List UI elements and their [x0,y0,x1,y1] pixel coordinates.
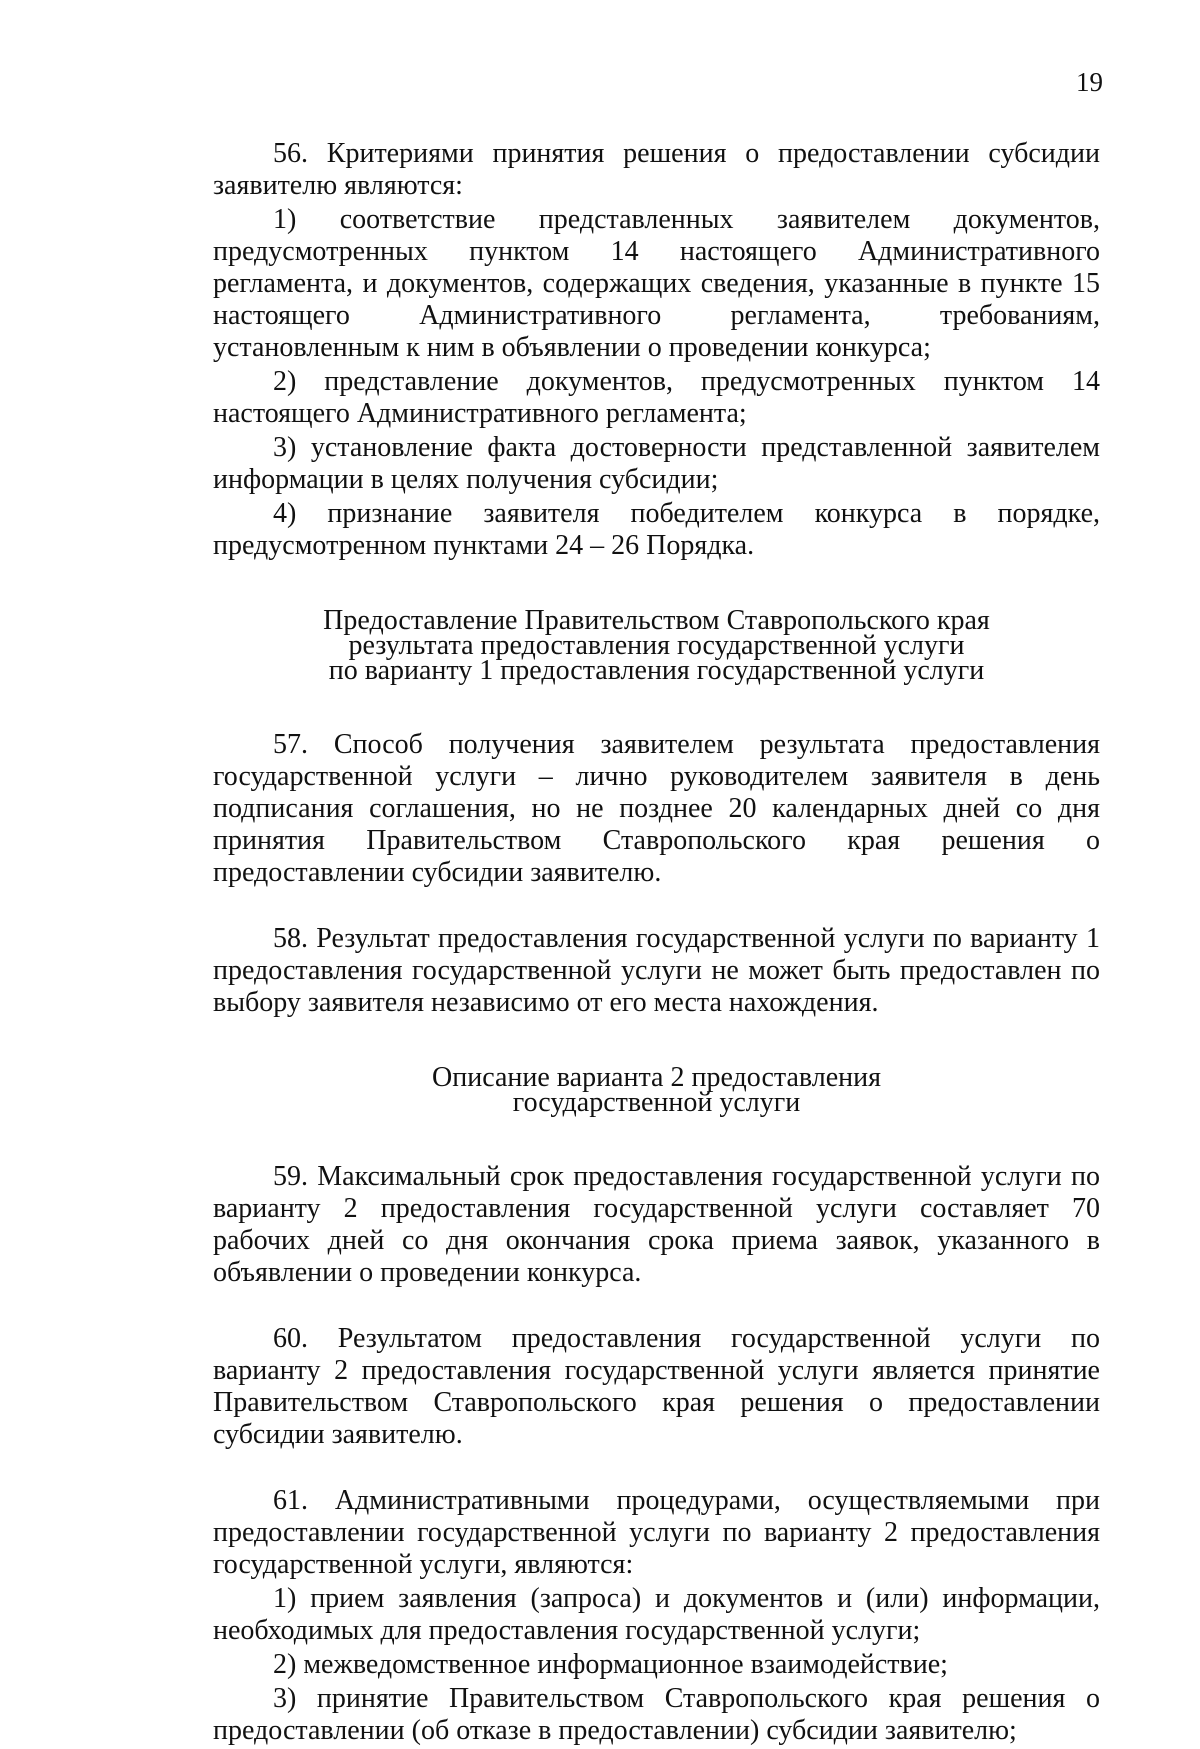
document-body [213,138,1100,1749]
heading-line: Описание варианта 2 предоставления [432,1062,881,1093]
page-number: 19 [1076,67,1103,97]
paragraph-56-item-2: 2) представление документов, предусмотренных пунктом 14 настоящего Административного регламента; [213,366,1100,429]
heading-line: по варианту 1 предоставления государственной услуги [328,655,985,686]
paragraph-61: 61. Административными процедурами, осуществляемыми при предоставлении государственной услуги по варианту 2 предоставления государственной услуги, являются: [213,1485,1100,1580]
paragraph-56-item-4: 4) признание заявителя победителем конкурса в порядке, предусмотренном пунктами 24 – 26 Порядка. [213,498,1100,561]
paragraph-56-item-3: 3) установление факта достоверности представленной заявителем информации в целях получения субсидии; [213,432,1100,495]
section-heading-variant-2 [213,1062,1100,1118]
paragraph-61-item-3: 3) принятие Правительством Ставропольского края решения о предоставлении (об отказе в предоставлении) субсидии заявителю; [213,1683,1100,1746]
heading-line: результата предоставления государственной услуги [348,630,965,661]
paragraph-59: 59. Максимальный срок предоставления государственной услуги по варианту 2 предоставления государственной услуги составляет 70 рабочих дней со дня окончания срока приема заявок, указанного в объявлении о проведении конкурса. [213,1161,1100,1288]
heading-line: государственной услуги [512,1087,801,1118]
paragraph-61-item-2: 2) межведомственное информационное взаимодействие; [273,1649,948,1680]
paragraph-61-item-1: 1) прием заявления (запроса) и документов и (или) информации, необходимых для предоставления государственной услуги; [213,1583,1100,1646]
paragraph-60: 60. Результатом предоставления государственной услуги по варианту 2 предоставления государственной услуги является принятие Правительством Ставропольского края решения о предоставлении субсидии заявителю. [213,1323,1100,1450]
paragraph-57: 57. Способ получения заявителем результата предоставления государственной услуги – лично руководителем заявителя в день подписания соглашения, но не позднее 20 календарных дней со дня принятия Правительством Ставропольского края решения о предоставлении субсидии заявителю. [213,729,1100,888]
section-heading-result-variant-1 [213,605,1100,686]
paragraph-56-item-1: 1) соответствие представленных заявителем документов, предусмотренных пунктом 14 настоящего Административного регламента, и документов, содержащих сведения, указанные в пункте 15 настоящего Административного регламента, требованиям, установленным к ним в объявлении о проведении конкурса; [213,204,1100,363]
heading-line: Предоставление Правительством Ставропольского края [323,605,990,636]
paragraph-56: 56. Критериями принятия решения о предоставлении субсидии заявителю являются: [213,138,1100,201]
paragraph-58: 58. Результат предоставления государственной услуги по варианту 1 предоставления государственной услуги не может быть предоставлен по выбору заявителя независимо от его места нахождения. [213,923,1100,1018]
